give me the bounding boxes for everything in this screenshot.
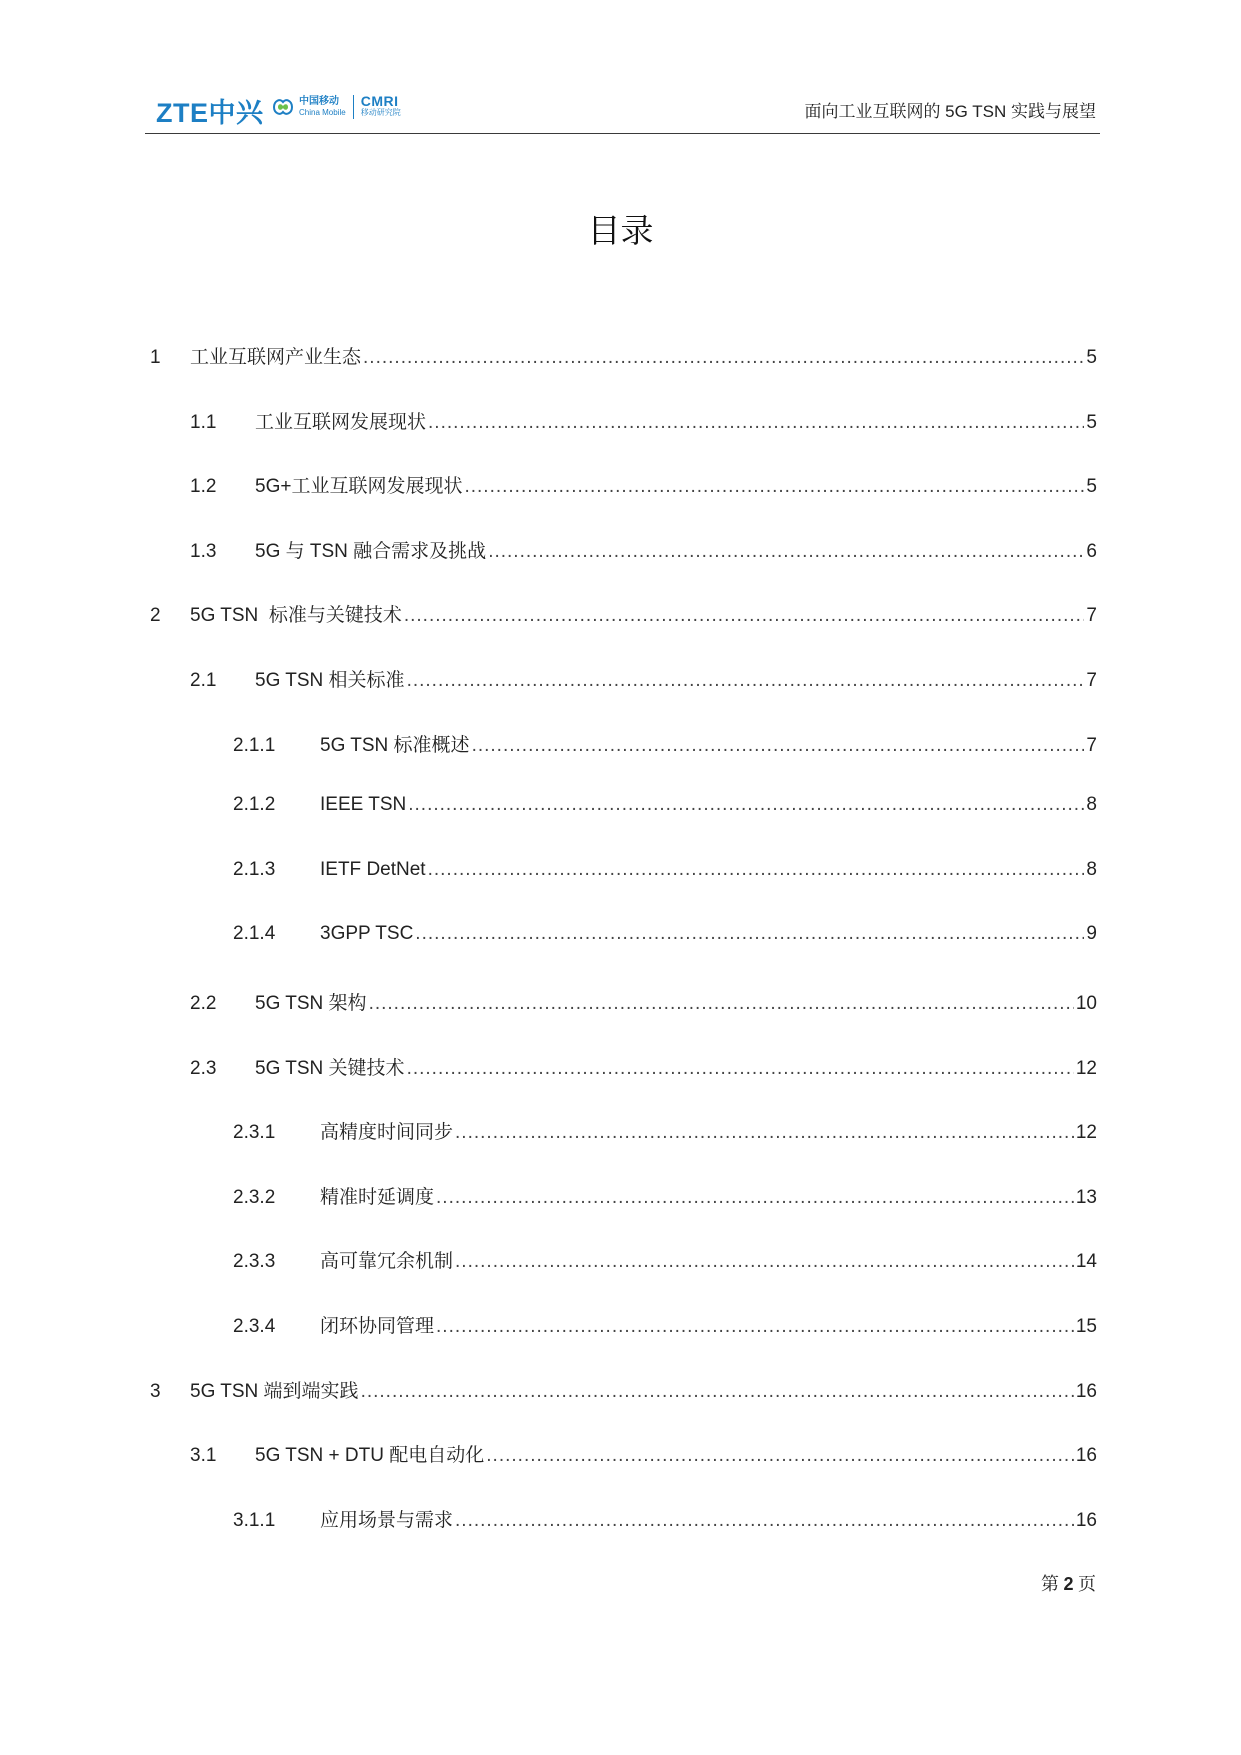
toc-dot-leader <box>436 1316 1074 1338</box>
cmri-cn: 移动研究院 <box>360 108 401 117</box>
toc-entry[interactable] <box>190 471 1097 501</box>
logo-divider <box>353 95 354 119</box>
toc-dot-leader <box>428 859 1085 881</box>
toc-dot-leader <box>455 1251 1074 1273</box>
footer-page-number: 2 <box>1063 1574 1074 1594</box>
toc-entry-title: 5G TSN 标准概述 <box>320 735 470 756</box>
toc-entry-page: 13 <box>1075 1187 1097 1208</box>
toc-dot-leader <box>404 605 1085 627</box>
toc-entry[interactable] <box>233 730 1097 760</box>
toc-entry-page: 15 <box>1075 1316 1097 1337</box>
document-title: 面向工业互联网的 5G TSN 实践与展望 <box>804 102 1096 121</box>
toc-entry-title: 工业互联网发展现状 <box>255 412 427 433</box>
toc-entry-page: 5 <box>1086 412 1097 433</box>
toc-dot-leader <box>415 923 1084 945</box>
toc-entry-number: 2.3.4 <box>233 1316 276 1337</box>
toc-entry-title: 高精度时间同步 <box>320 1122 454 1143</box>
toc-entry-title: 应用场景与需求 <box>320 1510 454 1531</box>
toc-entry-page: 5 <box>1086 476 1097 497</box>
toc-entry-number: 1.1 <box>190 412 217 433</box>
toc-entry[interactable] <box>190 665 1097 695</box>
toc-entry-number: 2.3.3 <box>233 1251 276 1272</box>
toc-dot-leader <box>407 1058 1074 1080</box>
toc-dot-leader <box>472 735 1085 757</box>
toc-entry[interactable] <box>150 342 1097 372</box>
toc-entry[interactable] <box>233 794 1097 824</box>
toc-entry-number: 2.1 <box>190 670 217 691</box>
toc-entry-number: 2.3.1 <box>233 1122 276 1143</box>
toc-entry[interactable] <box>190 407 1097 437</box>
toc-entry-page: 6 <box>1086 541 1097 562</box>
toc-entry-page: 16 <box>1075 1445 1097 1466</box>
toc-entry[interactable] <box>150 1376 1097 1406</box>
toc-entry[interactable] <box>233 859 1097 889</box>
toc-entry-page: 16 <box>1075 1510 1097 1531</box>
toc-entry[interactable] <box>233 1117 1097 1147</box>
toc-entry-page: 8 <box>1086 794 1097 815</box>
toc-entry-title: 5G TSN 架构 <box>255 993 367 1014</box>
toc-dot-leader <box>488 541 1084 563</box>
cmri-en: CMRI <box>360 93 399 109</box>
toc-dot-leader <box>455 1122 1074 1144</box>
toc-dot-leader <box>363 347 1084 369</box>
toc-entry-title: 5G TSN + DTU 配电自动化 <box>255 1445 485 1466</box>
toc-entry-number: 2.1.3 <box>233 859 276 880</box>
toc-entry[interactable] <box>190 536 1097 566</box>
toc-entry-title: IETF DetNet <box>320 859 426 880</box>
toc-entry-title: 工业互联网产业生态 <box>190 347 362 368</box>
toc-entry[interactable] <box>150 600 1097 630</box>
toc-entry-page: 12 <box>1075 1058 1097 1079</box>
toc-dot-leader <box>408 794 1084 816</box>
toc-entry-number: 3.1 <box>190 1445 217 1466</box>
toc-entry-number: 1.3 <box>190 541 217 562</box>
toc-entry[interactable] <box>190 1053 1097 1083</box>
toc-entry-page: 12 <box>1075 1122 1097 1143</box>
toc-entry[interactable] <box>233 1182 1097 1212</box>
footer-prefix: 第 <box>1040 1574 1059 1594</box>
toc-entry-page: 16 <box>1075 1381 1097 1402</box>
toc-entry-page: 9 <box>1086 923 1097 944</box>
china-mobile-cn: 中国移动 <box>299 96 339 107</box>
toc-entry-page: 7 <box>1086 735 1097 756</box>
toc-dot-leader <box>464 476 1084 498</box>
toc-entry-page: 7 <box>1086 605 1097 626</box>
toc-entry[interactable] <box>190 1440 1097 1470</box>
toc-heading: 目录 <box>587 212 654 249</box>
toc-entry-title: 高可靠冗余机制 <box>320 1251 454 1272</box>
toc-entry-number: 2.1.2 <box>233 794 276 815</box>
toc-dot-leader <box>455 1510 1074 1532</box>
toc-entry-title: 5G TSN 标准与关键技术 <box>190 605 402 626</box>
toc-entry-page: 7 <box>1086 670 1097 691</box>
china-mobile-icon <box>271 96 295 118</box>
toc-dot-leader <box>428 412 1084 434</box>
toc-dot-leader <box>369 993 1074 1015</box>
toc-entry-page: 8 <box>1086 859 1097 880</box>
page-header <box>145 88 1100 134</box>
toc-entry-page: 10 <box>1075 993 1097 1014</box>
toc-entry-number: 2.2 <box>190 993 217 1014</box>
toc-entry-number: 2.3 <box>190 1058 217 1079</box>
toc-entry-number: 2.1.1 <box>233 735 276 756</box>
toc-entry-number: 3.1.1 <box>233 1510 276 1531</box>
toc-entry-number: 2.3.2 <box>233 1187 276 1208</box>
toc-entry[interactable] <box>233 1311 1097 1341</box>
toc-entry-title: IEEE TSN <box>320 794 407 815</box>
toc-entry-number: 3 <box>150 1381 161 1402</box>
toc-entry-title: 5G TSN 关键技术 <box>255 1058 405 1079</box>
toc-entry[interactable] <box>190 988 1097 1018</box>
toc-entry-number: 2.1.4 <box>233 923 276 944</box>
toc-entry-title: 5G+工业互联网发展现状 <box>255 476 463 497</box>
footer-suffix: 页 <box>1078 1574 1096 1594</box>
toc-entry-title: 闭环协同管理 <box>320 1316 435 1337</box>
toc-entry-page: 14 <box>1075 1251 1097 1272</box>
zte-logo: ZTE中兴 <box>156 98 264 128</box>
toc-dot-leader <box>486 1445 1074 1467</box>
toc-entry[interactable] <box>233 1246 1097 1276</box>
toc-entry-number: 1.2 <box>190 476 217 497</box>
toc-dot-leader <box>361 1381 1074 1403</box>
toc-entry-title: 5G TSN 端到端实践 <box>190 1381 359 1402</box>
china-mobile-en: China Mobile <box>299 108 346 117</box>
toc-entry[interactable] <box>233 923 1097 953</box>
toc-entry-title: 5G TSN 相关标准 <box>255 670 405 691</box>
toc-entry-title: 3GPP TSC <box>320 923 414 944</box>
toc-entry-number: 2 <box>150 605 161 626</box>
toc-entry[interactable] <box>233 1505 1097 1535</box>
toc-entry-number: 1 <box>150 347 161 368</box>
toc-dot-leader <box>407 670 1085 692</box>
toc-dot-leader <box>436 1187 1074 1209</box>
toc-entry-title: 精准时延调度 <box>320 1187 435 1208</box>
page-footer <box>1041 1570 1096 1596</box>
china-mobile-logo <box>271 94 401 120</box>
toc-entry-title: 5G 与 TSN 融合需求及挑战 <box>255 541 487 562</box>
toc-entry-page: 5 <box>1086 347 1097 368</box>
